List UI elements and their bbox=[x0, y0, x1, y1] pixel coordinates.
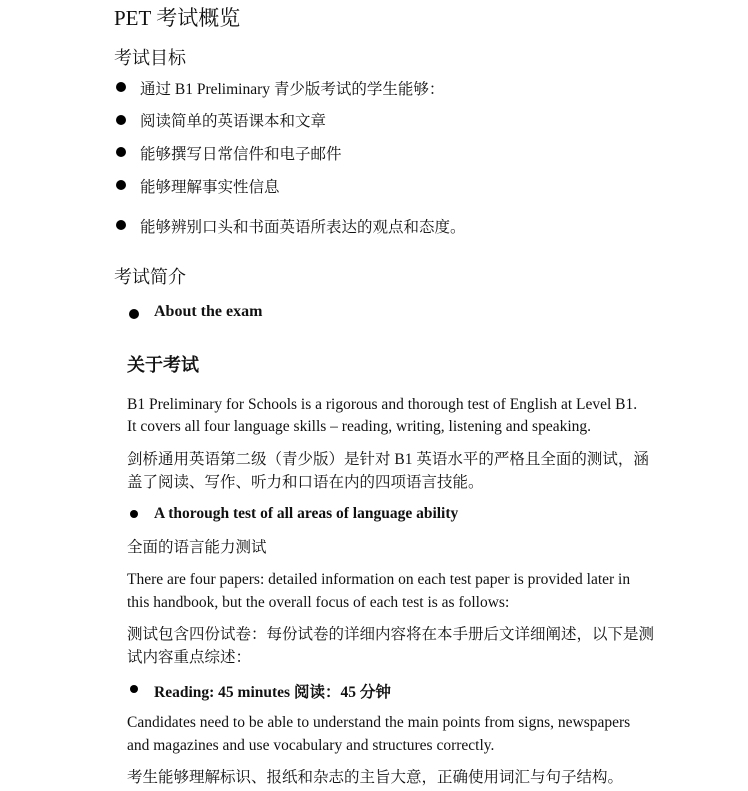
bullet-icon bbox=[116, 180, 126, 190]
about-exam-bullet: About the exam bbox=[154, 303, 263, 320]
reading-en-line-2: and magazines and use vocabulary and structures correctly. bbox=[127, 737, 495, 754]
intro-heading: 考试简介 bbox=[114, 267, 186, 287]
reading-en-line-1: Candidates need to be able to understand the main points from signs, newspapers bbox=[127, 714, 631, 731]
papers-en-line-2: this handbook, but the overall focus of each test is as follows: bbox=[127, 594, 510, 611]
thorough-test-bullet: A thorough test of all areas of language ability bbox=[154, 505, 459, 522]
bullet-icon bbox=[130, 685, 138, 693]
list-item: 通过 B1 Preliminary 青少版考试的学生能够： bbox=[140, 81, 445, 98]
reading-bullet: Reading: 45 minutes 阅读：45 分钟 bbox=[154, 684, 391, 701]
goals-heading: 考试目标 bbox=[114, 48, 186, 68]
bullet-icon bbox=[116, 147, 126, 157]
papers-cn-line-1: 测试包含四份试卷：每份试卷的详细内容将在本手册后文详细阐述，以下是测 bbox=[127, 626, 655, 643]
bullet-icon bbox=[116, 82, 126, 92]
papers-cn-line-2: 试内容重点综述： bbox=[127, 649, 252, 666]
reading-cn: 考生能够理解标识、报纸和杂志的主旨大意，正确使用词汇与句子结构。 bbox=[127, 769, 624, 786]
list-item: 能够撰写日常信件和电子邮件 bbox=[140, 146, 342, 163]
list-item: 能够理解事实性信息 bbox=[140, 179, 280, 196]
bullet-icon bbox=[130, 510, 138, 518]
bullet-icon bbox=[129, 309, 139, 319]
list-item: 阅读简单的英语课本和文章 bbox=[140, 113, 327, 130]
thorough-test-cn: 全面的语言能力测试 bbox=[127, 539, 267, 556]
bullet-icon bbox=[116, 115, 126, 125]
page-title: PET 考试概览 bbox=[114, 6, 241, 30]
papers-en-line-1: There are four papers: detailed information on each test paper is provided later in bbox=[127, 571, 631, 588]
about-exam-heading: 关于考试 bbox=[127, 355, 199, 375]
about-cn-line-1: 剑桥通用英语第二级（青少版）是针对 B1 英语水平的严格且全面的测试，涵 bbox=[127, 451, 649, 468]
list-item: 能够辨别口头和书面英语所表达的观点和态度。 bbox=[140, 219, 466, 236]
about-en-line-1: B1 Preliminary for Schools is a rigorous and thorough test of English at Level B1. bbox=[127, 396, 638, 413]
about-en-line-2: It covers all four language skills – reading, writing, listening and speaking. bbox=[127, 418, 592, 435]
bullet-icon bbox=[116, 220, 126, 230]
about-cn-line-2: 盖了阅读、写作、听力和口语在内的四项语言技能。 bbox=[127, 474, 484, 491]
